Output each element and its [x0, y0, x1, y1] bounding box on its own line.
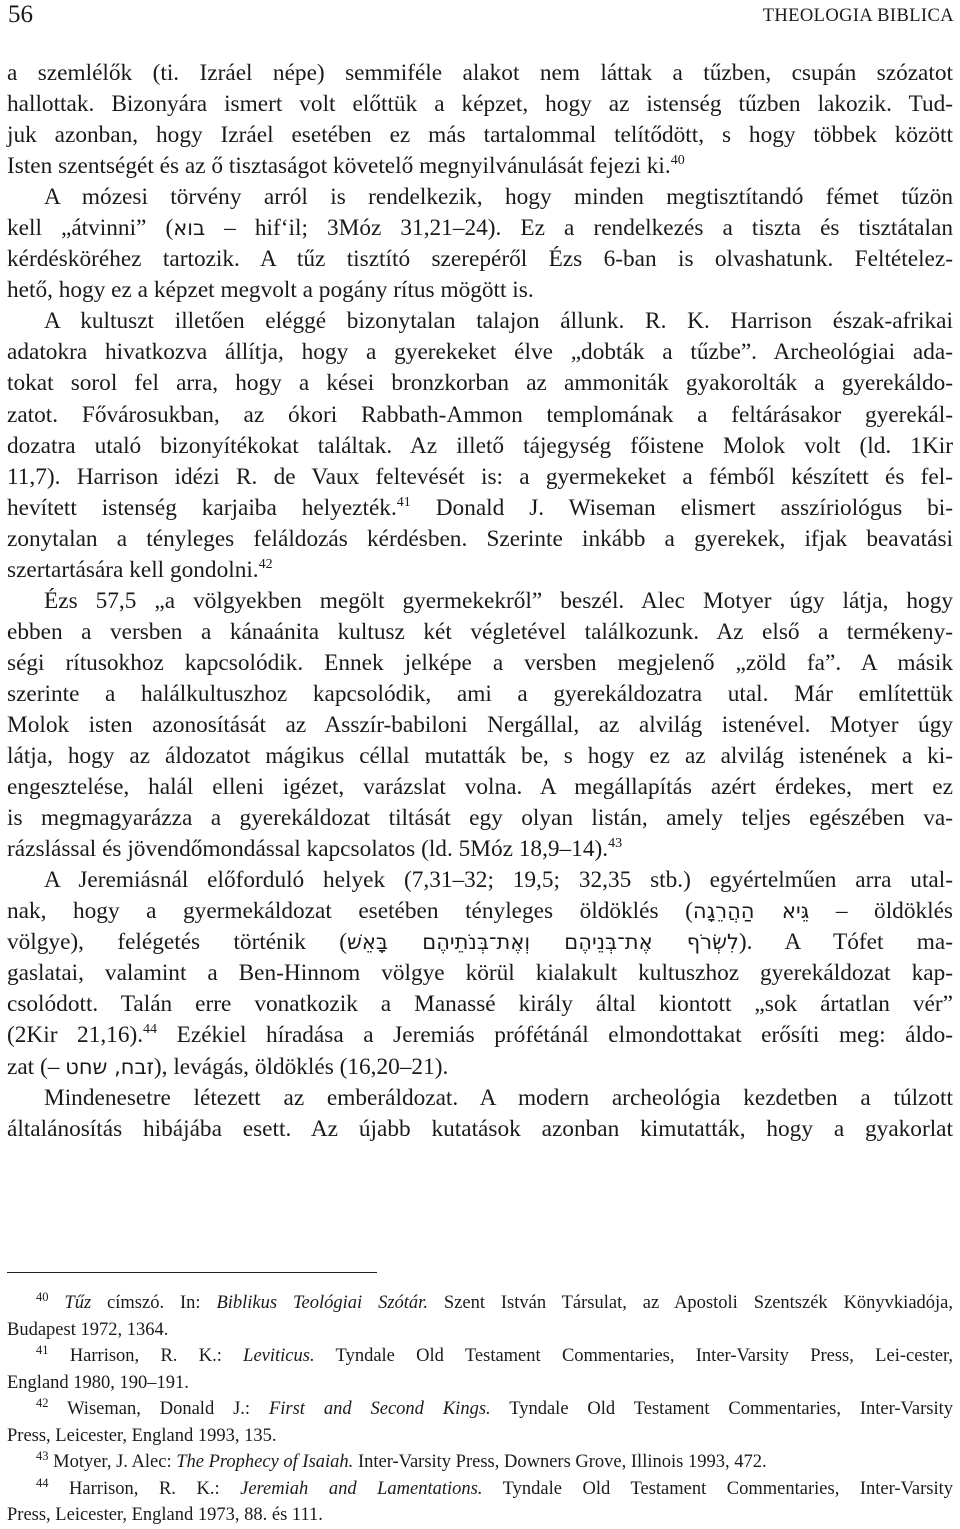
footnote-title: Leviticus. — [243, 1346, 315, 1366]
footnote-text: Tyndale Old Testament Commentaries, Inter-Varsity — [482, 1478, 953, 1499]
body-line — [7, 927, 953, 958]
body-line — [7, 741, 953, 772]
footnote-text: Press, Leicester, England 1973, 88. és 111. — [7, 1505, 323, 1525]
footnote-text: England 1980, 190–191. — [7, 1372, 189, 1393]
body-line-text: szerinte a halálkultuszhoz kapcsolódik, ami a gyerekáldozatra utal. Már említettük — [7, 680, 953, 707]
body-line — [7, 1052, 953, 1083]
body-line-text: ségi rítusokhoz kapcsolódik. Ennek jelképe a versben megjelenő „zöld fa”. A másik — [7, 649, 953, 676]
body-line — [7, 368, 953, 399]
body-line — [7, 151, 953, 182]
body-line — [7, 648, 953, 679]
body-line-text: hető, hogy ez a képzet megvolt a pogány rítus mögött is. — [7, 277, 534, 304]
body-line-text: A Jeremiásnál előforduló helyek (7,31–32; 19,5; 32,35 stb.) egyértelműen arra utal- — [44, 867, 953, 894]
body-line-text: kérdésköréhez tartozik. A tűz tisztító szerepéről Ézs 6-ban is olvashatunk. Feltételez- — [7, 246, 953, 273]
footnote-reference: 43 — [608, 836, 623, 852]
hebrew-term: לִשְׂרֹף אֶת־בְּנֵיהֶם וְאֶת־בְּנֹתֵיהֶם בָּאֵשׁ — [347, 930, 739, 955]
body-line-text: Donald J. Wiseman elismert asszíriológus bi- — [410, 494, 953, 521]
body-line — [7, 617, 953, 648]
hebrew-term: זבח, שחט — [65, 1054, 154, 1079]
footnote-text: Inter-Varsity Press, Downers Grove, Illinois 1993, 472. — [353, 1452, 767, 1472]
body-line — [7, 431, 953, 462]
running-head-title: THEOLOGIA BIBLICA — [762, 6, 954, 26]
body-line-text: szertartására kell gondolni. — [7, 556, 259, 583]
body-line-text: A kultuszt illetően eléggé bizonytalan talajon állunk. R. K. Harrison észak-afrikai — [44, 308, 953, 335]
body-line-text: zonytalan a tényleges feláldozás kérdésben. Szerinte inkább a gyerekek, ifjak beavatási — [7, 525, 953, 552]
body-line-text: látja, hogy az áldozatot mágikus céllal mutatták be, s hogy ez az alvilág istenének a ki- — [7, 743, 953, 770]
footnote-line — [7, 1449, 953, 1476]
body-line — [7, 493, 953, 524]
body-line-text: Mindenesetre létezett az emberáldozat. A modern archeológia kezdetben a túlzott — [44, 1084, 953, 1111]
body-line-text: zatot. Fővárosukban, az ókori Rabbath-Ammon templomának a feltárásakor gyerekál- — [7, 401, 953, 428]
body-line-text: juk azonban, hogy Izráel esetében ez más tartalommal telítődött, s hogy többek között — [7, 122, 953, 149]
footnote-text: Harrison, R. K.: — [69, 1346, 244, 1366]
body-line — [7, 989, 953, 1020]
hebrew-term: גֵּיא הַהֲרֵגָה — [692, 899, 810, 924]
footnote-number: 40 — [36, 1290, 49, 1304]
body-line-text: Molok isten azonosítását az Asszír-babiloni Nergállal, az alvilág istenével. Motyer úgy — [7, 711, 953, 738]
body-line-text: engesztelése, halál elleni igézet, varázslat volna. A megállapítás azért érdekes, mert ez — [7, 774, 953, 801]
body-line-text: – hif‘il; 3Móz 31,21–24). Ez a rendelkezés a tiszta és tisztátalan — [205, 215, 953, 242]
body-line — [7, 803, 953, 834]
body-line-text: ), levágás, öldöklés (16,20–21). — [153, 1053, 449, 1080]
body-line — [7, 524, 953, 555]
body-line-text: dozatra utaló bizonyítékokat találtak. Az illető tájegység főistene Molok volt (ld. 1Kir — [7, 432, 953, 459]
body-line — [7, 120, 953, 151]
body-line-text: nak, hogy a gyermekáldozat esetében tényleges öldöklés ( — [7, 898, 693, 925]
body-line-text: A mózesi törvény arról is rendelkezik, hogy minden megtisztítandó fémet tűzön — [44, 184, 953, 211]
body-line-text: 11,7). Harrison idézi R. de Vaux feltevését is: a gyermekeket a fémből készített és fel- — [7, 463, 953, 490]
footnote-number: 44 — [36, 1475, 49, 1490]
body-line-text: gaslatai, valamint a Ben-Hinnom völgye körül kialakult kultuszhoz gyerekáldozat kap- — [7, 960, 953, 987]
footnote-title: The Prophecy of Isaiah. — [176, 1452, 354, 1472]
footnote-line — [7, 1317, 953, 1344]
body-line — [7, 710, 953, 741]
footnote-text: Harrison, R. K.: — [69, 1478, 241, 1499]
body-line-text: is megmagyarázza a gyerekáldozat tiltását egy olyan listán, amely teljes egészében va- — [7, 805, 953, 832]
body-line-text: rázslással és jövendőmondással kapcsolatos (ld. 5Móz 18,9–14). — [7, 836, 609, 863]
body-line-text: a szemlélők (ti. Izráel népe) semmiféle alakot nem láttak a tűzben, csupán szózatot — [7, 60, 953, 86]
body-line — [7, 337, 953, 368]
body-line — [7, 182, 953, 213]
footnote-reference: 41 — [396, 494, 411, 510]
footnote-text: címszó. In: — [91, 1293, 217, 1313]
body-line — [7, 244, 953, 275]
body-line-text: Ézs 57,5 „a völgyekben megölt gyermekekről” beszél. Alec Motyer úgy látja, hogy — [44, 587, 953, 614]
footnote-title: Biblikus Teológiai Szótár. — [216, 1293, 428, 1313]
footnote-text: Motyer, J. Alec: — [53, 1452, 177, 1472]
body-line-text: ebben a versben a kánaánita kultusz két végletével találkozunk. Az első a termékeny- — [7, 618, 953, 645]
footnote-title: First and Second Kings. — [268, 1399, 491, 1419]
body-line — [7, 555, 953, 586]
footnotes-section — [7, 1290, 953, 1529]
body-line — [7, 896, 953, 927]
body-line — [7, 958, 953, 989]
footnote-line — [7, 1396, 953, 1423]
footnote-line — [7, 1370, 953, 1397]
main-body-text — [7, 58, 953, 1145]
footnote-line — [7, 1502, 953, 1529]
body-line-text: tokat sorol fel arra, hogy a kései bronzkorban az ammoniták gyakorolták a gyerekáldo- — [7, 370, 953, 397]
body-line-text: völgye), felégetés történik ( — [7, 929, 348, 956]
body-line-text: adatokra hivatkozva állítja, hogy a gyerekeket élve „dobták a tűzbe”. Archeológiai ada- — [7, 339, 953, 366]
body-line — [7, 865, 953, 896]
body-line — [7, 1020, 953, 1051]
footnote-number: 42 — [36, 1396, 49, 1410]
footnote-number: 43 — [36, 1449, 49, 1463]
body-line-text: kell „átvinni” ( — [7, 215, 174, 242]
body-line — [7, 1114, 953, 1145]
body-line-text: zat (– — [7, 1053, 66, 1080]
footnote-line — [7, 1343, 953, 1370]
footnote-text: Wiseman, Donald J.: — [67, 1399, 269, 1419]
body-line-text: csolódott. Talán erre vonatkozik a Manassé király által kiontott „sok ártatlan vér” — [7, 991, 953, 1018]
footnote-text: Press, Leicester, England 1993, 135. — [7, 1425, 277, 1446]
body-line — [7, 834, 953, 865]
hebrew-term: בוא — [173, 216, 206, 241]
body-line-text: (2Kir 21,16). — [7, 1022, 144, 1049]
body-line — [7, 462, 953, 493]
body-line — [7, 772, 953, 803]
page-number: 56 — [8, 1, 33, 28]
body-line-text: Isten szentségét és az ő tisztaságot követelő megnyilvánulását fejezi ki. — [7, 153, 671, 180]
footnote-reference: 42 — [258, 556, 273, 572]
footnote-text: Budapest 1972, 1364. — [7, 1319, 169, 1340]
footnote-reference: 40 — [670, 153, 685, 169]
body-line — [7, 1083, 953, 1114]
body-line-text: általánosítás hibájába esett. Az újabb kutatások azonban kimutatták, hogy a gyakorlat — [7, 1115, 953, 1142]
footnote-separator — [7, 1272, 377, 1273]
footnote-text: Tyndale Old Testament Commentaries, Inter-Varsity Press, Lei-cester, — [314, 1346, 954, 1366]
body-line — [7, 679, 953, 710]
footnote-title: Jeremiah and Lamentations. — [240, 1478, 483, 1499]
footnote-reference: 44 — [143, 1022, 158, 1038]
footnote-line — [7, 1476, 953, 1503]
body-line-text: hevített istenség karjaiba helyezték. — [7, 494, 397, 521]
body-line — [7, 58, 953, 89]
body-line — [7, 275, 953, 306]
body-line — [7, 400, 953, 431]
body-line-text: ). A Tófet ma- — [738, 929, 954, 956]
body-line-text: hallottak. Bizonyára ismert volt előttük a képzet, hogy az istenség tűzben lakozik. Tud- — [7, 91, 953, 118]
footnote-title: Tűz — [64, 1293, 92, 1313]
footnote-line — [7, 1290, 953, 1317]
body-line — [7, 89, 953, 120]
body-line-text: Ezékiel híradása a Jeremiás prófétánál elmondottakat erősíti meg: áldo- — [157, 1022, 953, 1049]
footnote-line — [7, 1423, 953, 1450]
body-line-text: – öldöklés — [809, 898, 953, 925]
body-line — [7, 586, 953, 617]
body-line — [7, 306, 953, 337]
body-line — [7, 213, 953, 244]
footnote-text: Szent István Társulat, az Apostoli Szentszék Könyvkiadója, — [427, 1293, 954, 1313]
footnote-number: 41 — [36, 1343, 49, 1357]
footnote-text: Tyndale Old Testament Commentaries, Inter-Varsity — [490, 1399, 953, 1419]
